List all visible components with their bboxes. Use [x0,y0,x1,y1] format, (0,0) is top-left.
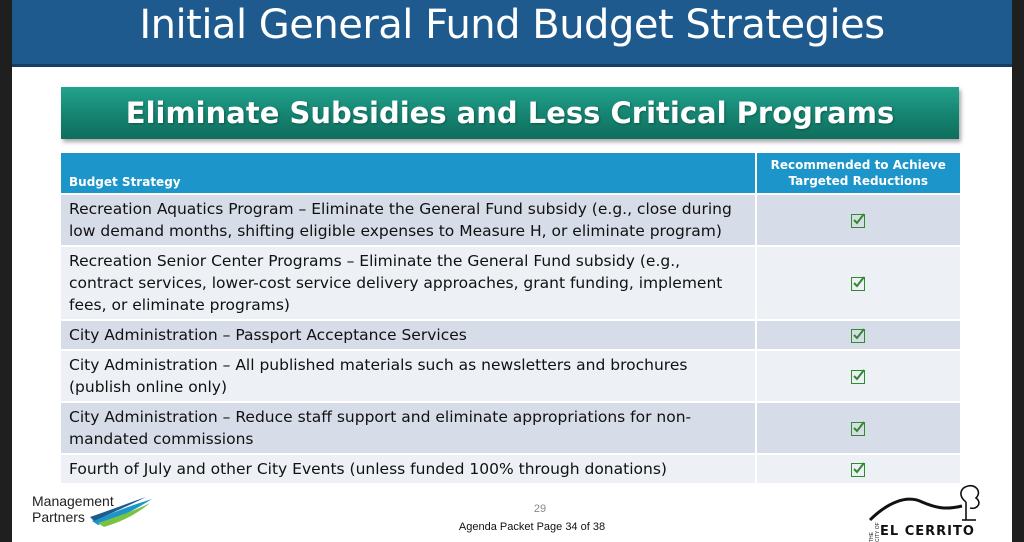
logo-line-1: Management [32,493,114,509]
page-number: 29 [533,503,547,515]
recommended-cell [756,402,960,454]
table-row [61,454,960,483]
logo-line-2: Partners [32,509,85,525]
table-row [61,320,960,350]
strategy-cell: Recreation Aquatics Program – Eliminate the General Fund subsidy (e.g., close during low demand months, shifting eligible expenses to Measure H, or eliminate program) [61,194,756,246]
strategy-cell: Recreation Senior Center Programs – Eliminate the General Fund subsidy (e.g., contract services, lower-cost service delivery approaches, grant funding, implement fees, or eliminate programs) [61,246,756,320]
title-bar [12,0,1012,67]
recommended-cell [756,350,960,402]
strategy-cell: Fourth of July and other City Events (unless funded 100% through donations) [61,454,756,483]
left-frame-border [0,0,12,542]
right-frame-border [1012,0,1024,542]
slide-title: Initial General Fund Budget Strategies [139,2,885,48]
agenda-packet-text: Agenda Packet Page 34 of 38 [458,521,606,533]
strategy-cell: City Administration – All published materials such as newsletters and brochures (publish online only) [61,350,756,402]
checkbox-checked-icon [851,370,865,384]
table-header-row [61,153,960,194]
recommended-cell [756,454,960,483]
checkbox-checked-icon [851,463,865,477]
header-budget-strategy: Budget Strategy [61,153,756,194]
hills-tree-icon [866,480,996,526]
city-of-text: THE CITY OF [869,522,881,542]
slide-subtitle: Eliminate Subsidies and Less Critical Programs [125,96,895,130]
table-row [61,246,960,320]
el-cerrito-text: EL CERRITO [880,524,975,539]
checkbox-checked-icon [851,329,865,343]
recommended-cell [756,246,960,320]
table-row [61,194,960,246]
checkbox-checked-icon [851,214,865,228]
checkbox-checked-icon [851,422,865,436]
subtitle-banner [61,87,959,139]
header-recommended: Recommended to Achieve Targeted Reductions [756,153,960,194]
table-row [61,350,960,402]
management-partners-logo [32,493,172,533]
budget-strategy-table [61,153,960,483]
strategy-cell: City Administration – Reduce staff support and eliminate appropriations for non-mandated commissions [61,402,756,454]
recommended-cell [756,194,960,246]
swoosh-icon [88,493,158,527]
checkbox-checked-icon [851,277,865,291]
table-row [61,402,960,454]
el-cerrito-logo [866,480,996,542]
strategy-cell: City Administration – Passport Acceptance Services [61,320,756,350]
recommended-cell [756,320,960,350]
